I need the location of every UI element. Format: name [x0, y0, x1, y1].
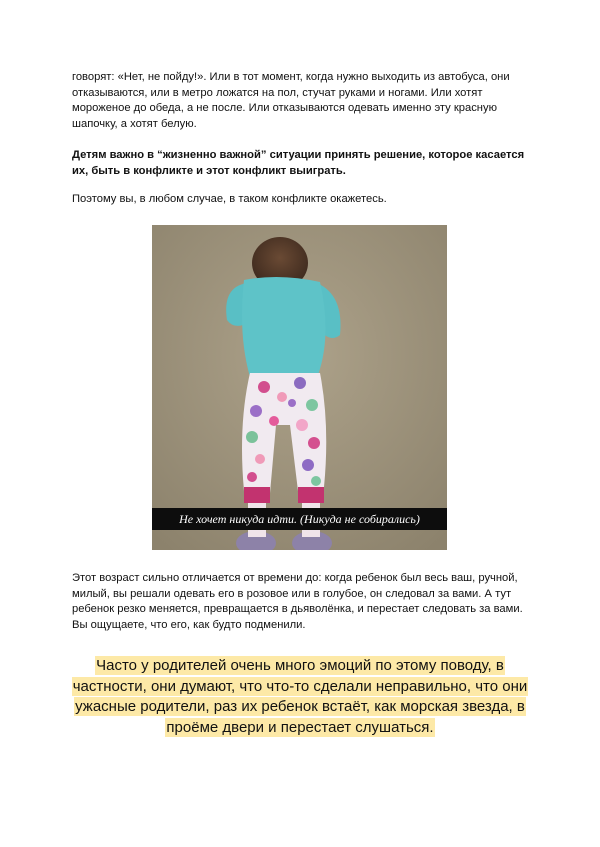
left-cuff [244, 487, 270, 503]
paragraph-bold-statement: Детям важно в “жизненно важной” ситуации принять решение, которое касается их, быть в конфликте и этот конфликт выиграть. [72, 149, 525, 177]
right-cuff [298, 487, 324, 503]
photo-illustration [152, 225, 447, 550]
paragraph-intro: говорят: «Нет, не пойду!». Или в тот момент, когда нужно выходить из автобуса, они отказываются, или в метро ложатся на пол, стучат руками и ногами. Или хотят мороженое до обеда, а не после. Или отказываются одевать именно эту красную шапочку, а хотят белую. [72, 71, 510, 130]
highlighted-quote [60, 656, 540, 738]
paragraph-conclusion: Поэтому вы, в любом случае, в таком конфликте окажетесь. [72, 193, 387, 205]
paragraph-age-description: Этот возраст сильно отличается от времени до: когда ребенок был весь ваш, ручной, милый, вы решали одевать его в розовое или в голубое, он следовал за вами. А тут ребенок резко меняется, превращается в дьяволёнка, и перестает следовать за вами. Вы ощущаете, что его, как будто подменили. [72, 572, 523, 631]
child-shirt [242, 277, 326, 377]
quote-highlight-text: Часто у родителей очень много эмоций по этому поводу, в частности, они думают, что что-то сделали неправильно, что они ужасные родители, раз их ребенок встаёт, как морская звезда, в проёме двери и перестает слушаться. [72, 657, 528, 736]
child-on-floor-photo [152, 225, 447, 550]
photo-caption: Не хочет никуда идти. (Никуда не собирались) [152, 508, 447, 530]
